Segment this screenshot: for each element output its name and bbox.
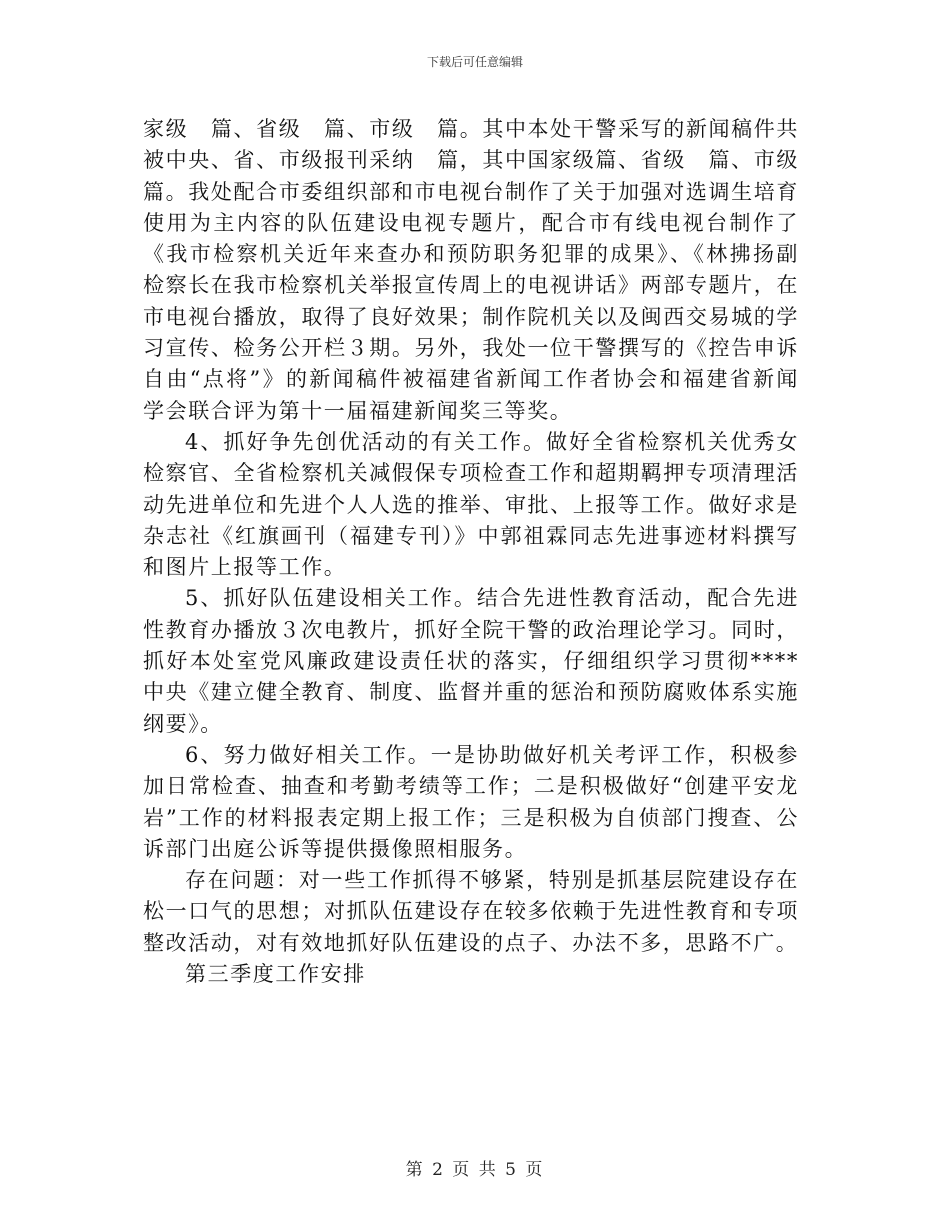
paragraph-problems: 存在问题：对一些工作抓得不够紧，特别是抓基层院建设存在松一口气的思想；对抓队伍建设存在较多依赖于先进性教育和专项整改活动，对有效地抓好队伍建设的点子、办法不多，思路不广。 — [143, 868, 799, 955]
paragraph-continuation: 家级 篇、省级 篇、市级 篇。其中本处干警采写的新闻稿件共被中央、省、市级报刊采纳 篇，其中国家级篇、省级 篇、市级 篇。我处配合市委组织部和市电视台制作了关于加强对选调生培育使用为主内容的队伍建设电视专题片，配合市有线电视台制作了《我市检察机关近年来查办和预防职务犯罪的成果》、《林拂扬副检察长在我市检察机关举报宣传周上的电视讲话》两部专题片，在市电视台播放，取得了良好效果；制作院机关以及闽西交易城的学习宣传、检务公开栏３期。另外，我处一位干警撰写的《控告申诉自由“点将”》的新闻稿件被福建省新闻工作者协会和福建省新闻学会联合评为第十一届福建新闻奖三等奖。 — [143, 117, 822, 423]
paragraph-item-5: 5、抓好队伍建设相关工作。结合先进性教育活动，配合先进性教育办播放３次电教片，抓好全院干警的政治理论学习。同时，抓好本处室党风廉政建设责任状的落实，仔细组织学习贯彻****中央《建立健全教育、制度、监督并重的惩治和预防腐败体系实施纲要》。 — [143, 586, 799, 736]
document-body — [143, 114, 822, 990]
page-header-note: 下载后可任意编辑 — [426, 55, 523, 69]
paragraph-item-6: 6、努力做好相关工作。一是协助做好机关考评工作，积极参加日常检查、抽查和考勤考绩等工作；二是积极做好“创建平安龙岩”工作的材料报表定期上报工作；三是积极为自侦部门搜查、公诉部门出庭公诉等提供摄像照相服务。 — [143, 742, 799, 861]
section-heading-third-quarter: 第三季度工作安排 — [185, 962, 366, 987]
paragraph-item-4: 4、抓好争先创优活动的有关工作。做好全省检察机关优秀女检察官、全省检察机关减假保专项检查工作和超期羁押专项清理活动先进单位和先进个人人选的推举、审批、上报等工作。做好求是杂志社《红旗画刊（福建专刊）》中郭祖霖同志先进事迹材料撰写和图片上报等工作。 — [143, 429, 799, 580]
page-number-footer: 第 2 页 共 5 页 — [405, 1160, 545, 1180]
